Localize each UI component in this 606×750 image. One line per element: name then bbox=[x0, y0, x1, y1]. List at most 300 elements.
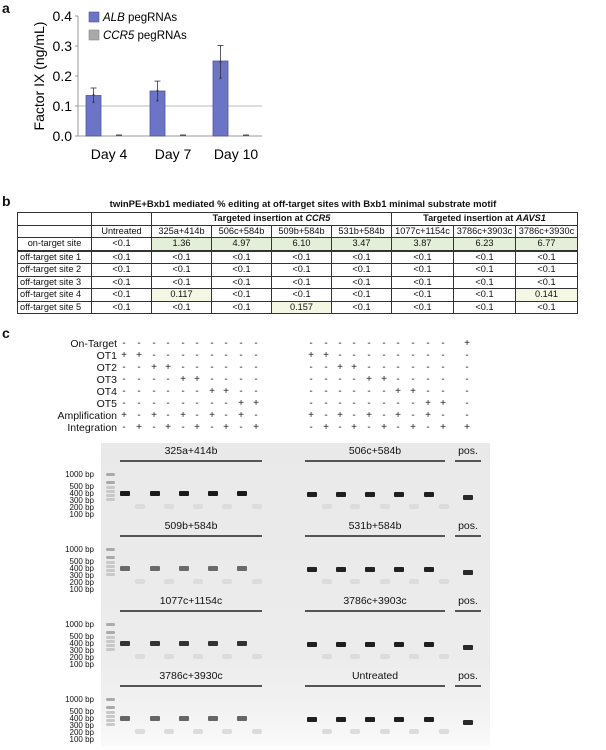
matrix-symbol: + bbox=[209, 386, 215, 397]
matrix-symbol: - bbox=[309, 398, 313, 409]
table-cell: 4.97 bbox=[212, 238, 272, 251]
matrix-symbol: - bbox=[224, 398, 228, 409]
table-column-header-row bbox=[18, 225, 578, 238]
matrix-symbol: - bbox=[224, 410, 228, 421]
gel-faint-band bbox=[322, 579, 332, 584]
bars bbox=[86, 45, 249, 136]
matrix-symbol: - bbox=[195, 386, 199, 397]
table-cell: <0.1 bbox=[92, 238, 152, 251]
gel-group-line bbox=[120, 535, 262, 537]
ladder-band bbox=[106, 494, 115, 497]
matrix-symbol: + bbox=[440, 422, 446, 433]
matrix-symbol: - bbox=[352, 350, 356, 361]
matrix-symbol: - bbox=[426, 338, 430, 349]
table-cell: <0.1 bbox=[92, 301, 152, 314]
matrix-symbol: - bbox=[411, 338, 415, 349]
table-cell: 0.117 bbox=[152, 289, 212, 302]
gel-band bbox=[237, 716, 247, 721]
table-body bbox=[18, 238, 578, 314]
row-label: off-target site 5 bbox=[18, 301, 92, 314]
matrix-symbol: - bbox=[352, 410, 356, 421]
gel-faint-band bbox=[193, 504, 203, 509]
factor-ix-bar-chart bbox=[0, 0, 320, 180]
gel-lane-group-title: 506c+584b bbox=[348, 445, 402, 457]
gel-band bbox=[424, 642, 434, 647]
bar-ccr5 bbox=[243, 135, 249, 137]
matrix-symbol: - bbox=[426, 374, 430, 385]
matrix-symbol: - bbox=[338, 350, 342, 361]
matrix-symbol: - bbox=[254, 338, 258, 349]
gel-faint-band bbox=[222, 729, 232, 734]
matrix-symbol: - bbox=[426, 362, 430, 373]
table-cell: <0.1 bbox=[212, 276, 272, 289]
gel-group-line bbox=[455, 685, 481, 687]
gel-lane-group-title: 3786c+3903c bbox=[343, 595, 407, 607]
gel-band bbox=[365, 642, 375, 647]
gel-group-line bbox=[305, 535, 445, 537]
table-cell: <0.1 bbox=[272, 289, 332, 302]
matrix-symbol: - bbox=[137, 374, 141, 385]
matrix-symbol: - bbox=[465, 410, 469, 421]
table-cell: <0.1 bbox=[152, 301, 212, 314]
gel-pos-title: pos. bbox=[458, 520, 478, 532]
ladder-band bbox=[106, 623, 115, 626]
matrix-symbol: - bbox=[338, 338, 342, 349]
y-tick-label: 0.2 bbox=[52, 68, 72, 84]
table-cell: <0.1 bbox=[152, 251, 212, 264]
matrix-symbol: - bbox=[181, 398, 185, 409]
matrix-symbol: - bbox=[210, 362, 214, 373]
matrix-symbol: + bbox=[381, 422, 387, 433]
matrix-symbol: - bbox=[181, 362, 185, 373]
gel-faint-band bbox=[380, 504, 390, 509]
ladder-band bbox=[106, 556, 115, 559]
x-axis-labels bbox=[91, 146, 259, 162]
ladder-band bbox=[106, 636, 115, 639]
matrix-symbol: - bbox=[352, 374, 356, 385]
matrix-symbol: - bbox=[166, 374, 170, 385]
matrix-symbol: - bbox=[224, 350, 228, 361]
matrix-row-label: OT4 bbox=[96, 386, 117, 398]
bp-marker-label: 100 bp bbox=[69, 660, 94, 669]
matrix-symbol: - bbox=[195, 350, 199, 361]
row-label: off-target site 3 bbox=[18, 276, 92, 289]
chart-svg bbox=[0, 0, 320, 180]
gel-band bbox=[424, 492, 434, 497]
table-cell: 1.36 bbox=[152, 238, 212, 251]
gel-band bbox=[365, 492, 375, 497]
gel-faint-band bbox=[409, 579, 419, 584]
gel-lane-group-title: 325a+414b bbox=[164, 445, 218, 457]
matrix-symbol: - bbox=[324, 410, 328, 421]
matrix-symbol: + bbox=[136, 350, 142, 361]
ladder-band bbox=[106, 698, 115, 701]
table-cell: 6.23 bbox=[454, 238, 516, 251]
table-cell: <0.1 bbox=[212, 251, 272, 264]
bp-marker-label: 100 bp bbox=[69, 585, 94, 594]
bp-marker-label: 1000 bp bbox=[65, 695, 94, 704]
table-row bbox=[18, 301, 578, 314]
x-tick-label: Day 10 bbox=[213, 146, 259, 162]
matrix-symbol: - bbox=[254, 386, 258, 397]
column-header: 509b+584b bbox=[272, 225, 332, 238]
gel-band bbox=[179, 491, 189, 496]
gel-group-line bbox=[120, 610, 262, 612]
table-cell: 0.141 bbox=[516, 289, 578, 302]
table-row bbox=[18, 276, 578, 289]
gel-faint-band bbox=[252, 579, 262, 584]
matrix-symbol: + bbox=[440, 398, 446, 409]
gel-faint-band bbox=[193, 729, 203, 734]
matrix-symbol: + bbox=[209, 410, 215, 421]
bp-marker-label: 1000 bp bbox=[65, 620, 94, 629]
bp-marker-label: 1000 bp bbox=[65, 470, 94, 479]
bp-marker-label: 300 bp bbox=[69, 571, 94, 580]
matrix-symbol: + bbox=[180, 410, 186, 421]
matrix-symbol: - bbox=[309, 386, 313, 397]
y-tick-label: 0.0 bbox=[52, 128, 72, 144]
table-cell: <0.1 bbox=[92, 276, 152, 289]
gel-band bbox=[208, 491, 218, 496]
gel-band bbox=[179, 716, 189, 721]
table-cell: <0.1 bbox=[272, 251, 332, 264]
gel-faint-band bbox=[322, 654, 332, 659]
column-header: Untreated bbox=[92, 225, 152, 238]
gel-faint-band bbox=[193, 654, 203, 659]
matrix-symbol: - bbox=[195, 398, 199, 409]
gel-faint-band bbox=[380, 654, 390, 659]
gel-band bbox=[179, 566, 189, 571]
matrix-symbol: + bbox=[351, 362, 357, 373]
column-header: 506c+584b bbox=[212, 225, 272, 238]
matrix-symbol: + bbox=[194, 374, 200, 385]
row-label: off-target site 4 bbox=[18, 289, 92, 302]
table-cell: 3.47 bbox=[332, 238, 392, 251]
table-cell: <0.1 bbox=[272, 264, 332, 277]
data-point bbox=[93, 101, 95, 103]
bp-marker-label: 400 bp bbox=[69, 489, 94, 498]
gel-faint-band bbox=[222, 504, 232, 509]
ladder-band bbox=[106, 648, 115, 651]
gel-band bbox=[179, 641, 189, 646]
gel-band bbox=[394, 717, 404, 722]
matrix-symbol: - bbox=[181, 422, 185, 433]
matrix-symbol: + bbox=[151, 362, 157, 373]
table-cell: <0.1 bbox=[454, 251, 516, 264]
matrix-symbol: - bbox=[239, 386, 243, 397]
gel-band bbox=[120, 566, 130, 571]
panel-label-b: b bbox=[2, 193, 11, 209]
table-cell: <0.1 bbox=[332, 264, 392, 277]
gel-band bbox=[237, 491, 247, 496]
matrix-symbol: - bbox=[210, 374, 214, 385]
matrix-symbol: - bbox=[309, 338, 313, 349]
ladder-band bbox=[106, 719, 115, 722]
bp-marker-label: 200 bp bbox=[69, 503, 94, 512]
matrix-symbol: + bbox=[323, 350, 329, 361]
matrix-symbol: - bbox=[441, 362, 445, 373]
matrix-symbol: - bbox=[338, 422, 342, 433]
matrix-symbol: - bbox=[367, 338, 371, 349]
matrix-symbol: - bbox=[465, 350, 469, 361]
matrix-symbol: - bbox=[352, 386, 356, 397]
gel-lane-group-title: 509b+584b bbox=[164, 520, 218, 532]
matrix-symbol: - bbox=[396, 350, 400, 361]
matrix-row-label: OT3 bbox=[96, 374, 117, 386]
ladder-band bbox=[106, 723, 115, 726]
bp-marker-label: 500 bp bbox=[69, 557, 94, 566]
matrix-symbol: - bbox=[181, 338, 185, 349]
matrix-symbol: - bbox=[396, 338, 400, 349]
gel-lane-group-title: Untreated bbox=[351, 670, 399, 682]
table-cell: 6.77 bbox=[516, 238, 578, 251]
matrix-symbol: - bbox=[166, 338, 170, 349]
table-empty-cell bbox=[18, 225, 92, 238]
ladder-band bbox=[106, 481, 115, 484]
gel-band bbox=[424, 717, 434, 722]
matrix-symbol: + bbox=[410, 422, 416, 433]
matrix-symbol: - bbox=[411, 374, 415, 385]
ladder-band bbox=[106, 565, 115, 568]
bp-marker-label: 1000 bp bbox=[65, 545, 94, 554]
bp-marker-label: 500 bp bbox=[69, 632, 94, 641]
ladder-band bbox=[106, 631, 115, 634]
matrix-symbol: - bbox=[367, 362, 371, 373]
matrix-symbol: + bbox=[238, 410, 244, 421]
ladder-band bbox=[106, 573, 115, 576]
matrix-symbol: + bbox=[464, 338, 470, 349]
matrix-symbol: - bbox=[254, 350, 258, 361]
matrix-symbol: - bbox=[396, 362, 400, 373]
table-cell: <0.1 bbox=[332, 301, 392, 314]
gel-band bbox=[120, 491, 130, 496]
matrix-symbol: - bbox=[441, 338, 445, 349]
matrix-symbol: - bbox=[411, 362, 415, 373]
bar-ccr5 bbox=[180, 135, 186, 137]
gel-band bbox=[237, 566, 247, 571]
legend-swatch bbox=[89, 30, 99, 40]
matrix-symbol: - bbox=[396, 398, 400, 409]
matrix-symbol: - bbox=[411, 398, 415, 409]
table-cell: <0.1 bbox=[516, 276, 578, 289]
legend bbox=[89, 12, 187, 42]
gel-band bbox=[208, 566, 218, 571]
matrix-symbol: - bbox=[239, 374, 243, 385]
gel-band bbox=[365, 567, 375, 572]
table-cell: <0.1 bbox=[454, 276, 516, 289]
matrix-symbol: - bbox=[338, 374, 342, 385]
matrix-symbol: - bbox=[137, 338, 141, 349]
matrix-symbol: + bbox=[323, 422, 329, 433]
gel-faint-band bbox=[322, 504, 332, 509]
matrix-symbol: - bbox=[122, 362, 126, 373]
matrix-symbol: - bbox=[382, 338, 386, 349]
matrix-symbol: + bbox=[165, 362, 171, 373]
column-header: 1077c+1154c bbox=[392, 225, 454, 238]
matrix-symbol: - bbox=[195, 338, 199, 349]
column-header: 531b+584b bbox=[332, 225, 392, 238]
matrix-symbol: - bbox=[122, 374, 126, 385]
table-row bbox=[18, 289, 578, 302]
x-tick-label: Day 4 bbox=[90, 146, 128, 162]
gel-group-line bbox=[305, 685, 445, 687]
matrix-symbol: - bbox=[324, 398, 328, 409]
matrix-symbol: + bbox=[253, 422, 259, 433]
matrix-symbol: - bbox=[254, 362, 258, 373]
matrix-symbol: - bbox=[382, 350, 386, 361]
table-title: twinPE+Bxb1 mediated % editing at off-target sites with Bxb1 minimal substrate motif bbox=[109, 199, 497, 210]
matrix-symbol: + bbox=[351, 422, 357, 433]
matrix-symbol: - bbox=[465, 398, 469, 409]
y-tick-label: 0.3 bbox=[52, 38, 72, 54]
matrix-symbol: - bbox=[352, 338, 356, 349]
gel-band bbox=[150, 716, 160, 721]
matrix-symbol: + bbox=[464, 422, 470, 433]
matrix-symbol: - bbox=[137, 386, 141, 397]
matrix-symbol: + bbox=[253, 398, 259, 409]
matrix-symbol: + bbox=[366, 410, 372, 421]
matrix-symbol: + bbox=[180, 374, 186, 385]
bp-marker-label: 200 bp bbox=[69, 653, 94, 662]
table-cell: <0.1 bbox=[454, 264, 516, 277]
row-label: off-target site 2 bbox=[18, 264, 92, 277]
table-cell: <0.1 bbox=[332, 276, 392, 289]
matrix-symbol: - bbox=[411, 350, 415, 361]
matrix-symbol: - bbox=[382, 362, 386, 373]
gel-pos-title: pos. bbox=[458, 445, 478, 457]
matrix-symbol: + bbox=[121, 410, 127, 421]
matrix-symbol: - bbox=[324, 386, 328, 397]
matrix-symbol: + bbox=[194, 422, 200, 433]
bp-marker-label: 400 bp bbox=[69, 564, 94, 573]
table-cell: <0.1 bbox=[152, 276, 212, 289]
gel-faint-band bbox=[252, 654, 262, 659]
matrix-symbol: - bbox=[239, 422, 243, 433]
matrix-symbol: - bbox=[426, 386, 430, 397]
matrix-symbol: - bbox=[152, 338, 156, 349]
matrix-symbol: - bbox=[396, 374, 400, 385]
gel-faint-band bbox=[193, 579, 203, 584]
ladder-band bbox=[106, 715, 115, 718]
matrix-symbol: - bbox=[465, 386, 469, 397]
table-cell: <0.1 bbox=[454, 301, 516, 314]
matrix-symbol: - bbox=[239, 338, 243, 349]
matrix-symbol: + bbox=[308, 410, 314, 421]
matrix-symbol: - bbox=[152, 350, 156, 361]
matrix-symbol: - bbox=[122, 338, 126, 349]
gel-band bbox=[307, 717, 317, 722]
matrix-symbol: + bbox=[223, 422, 229, 433]
gel-group-line bbox=[455, 535, 481, 537]
ladder-band bbox=[106, 561, 115, 564]
group-aavs1-gene: AAVS1 bbox=[515, 213, 546, 224]
matrix-symbol: - bbox=[441, 386, 445, 397]
matrix-symbol: - bbox=[224, 362, 228, 373]
gel-faint-band bbox=[409, 504, 419, 509]
gel-band bbox=[307, 567, 317, 572]
gel-band bbox=[336, 717, 346, 722]
bp-marker-label: 400 bp bbox=[69, 714, 94, 723]
ladder-band bbox=[106, 548, 115, 551]
gel-faint-band bbox=[164, 654, 174, 659]
matrix-symbol: + bbox=[165, 422, 171, 433]
matrix-symbol: - bbox=[166, 350, 170, 361]
bp-marker-label: 500 bp bbox=[69, 482, 94, 491]
matrix-symbol: - bbox=[338, 386, 342, 397]
gel-faint-band bbox=[222, 579, 232, 584]
gel-group-line bbox=[120, 460, 262, 462]
gel-image bbox=[101, 443, 490, 746]
gel-group-line bbox=[455, 460, 481, 462]
matrix-row-label: Integration bbox=[67, 422, 117, 434]
gel-band bbox=[424, 567, 434, 572]
matrix-symbol: - bbox=[210, 350, 214, 361]
table-cell: <0.1 bbox=[392, 276, 454, 289]
gel-band bbox=[336, 642, 346, 647]
off-target-editing-table bbox=[17, 212, 578, 314]
matrix-symbol: + bbox=[308, 350, 314, 361]
gel-band bbox=[208, 641, 218, 646]
matrix-row-label: Amplification bbox=[57, 410, 117, 422]
matrix-symbol: - bbox=[382, 410, 386, 421]
matrix-symbol: - bbox=[367, 350, 371, 361]
gel-faint-band bbox=[135, 504, 145, 509]
matrix-symbol: - bbox=[210, 338, 214, 349]
bp-marker-label: 100 bp bbox=[69, 510, 94, 519]
matrix-symbol: + bbox=[337, 362, 343, 373]
matrix-symbol: - bbox=[210, 398, 214, 409]
data-point bbox=[220, 77, 222, 79]
gel-faint-band bbox=[409, 654, 419, 659]
matrix-symbol: - bbox=[152, 422, 156, 433]
legend-label: CCR5 pegRNAs bbox=[103, 30, 187, 42]
table-cell: 0.157 bbox=[272, 301, 332, 314]
matrix-symbol: - bbox=[152, 386, 156, 397]
table-cell: <0.1 bbox=[332, 251, 392, 264]
matrix-row-label: OT1 bbox=[96, 350, 117, 362]
table-cell: <0.1 bbox=[516, 251, 578, 264]
ladder-band bbox=[106, 644, 115, 647]
group-header-aavs1 bbox=[392, 213, 578, 226]
gel-faint-band bbox=[322, 729, 332, 734]
group-ccr5-prefix: Targeted insertion at bbox=[212, 213, 306, 224]
bp-marker-label: 400 bp bbox=[69, 639, 94, 648]
gel-faint-band bbox=[350, 654, 360, 659]
group-aavs1-prefix: Targeted insertion at bbox=[423, 213, 516, 224]
matrix-symbol: - bbox=[254, 410, 258, 421]
matrix-symbol: - bbox=[396, 422, 400, 433]
gel-faint-band bbox=[350, 729, 360, 734]
row-label: on-target site bbox=[18, 238, 92, 251]
gel-pos-title: pos. bbox=[458, 595, 478, 607]
gel-lane-group-title: 531b+584b bbox=[348, 520, 402, 532]
table-cell: <0.1 bbox=[516, 264, 578, 277]
matrix-symbol: + bbox=[395, 386, 401, 397]
gel-pos-band bbox=[463, 720, 473, 725]
matrix-symbol: + bbox=[136, 422, 142, 433]
matrix-row-label: OT2 bbox=[96, 362, 117, 374]
matrix-symbol: + bbox=[151, 410, 157, 421]
gel-band bbox=[120, 641, 130, 646]
gel-band bbox=[394, 492, 404, 497]
gel-faint-band bbox=[409, 729, 419, 734]
matrix-symbol: - bbox=[367, 398, 371, 409]
table-cell: <0.1 bbox=[516, 301, 578, 314]
gel-band bbox=[336, 567, 346, 572]
matrix-symbol: - bbox=[324, 362, 328, 373]
table-cell: <0.1 bbox=[392, 301, 454, 314]
row-label: off-target site 1 bbox=[18, 251, 92, 264]
